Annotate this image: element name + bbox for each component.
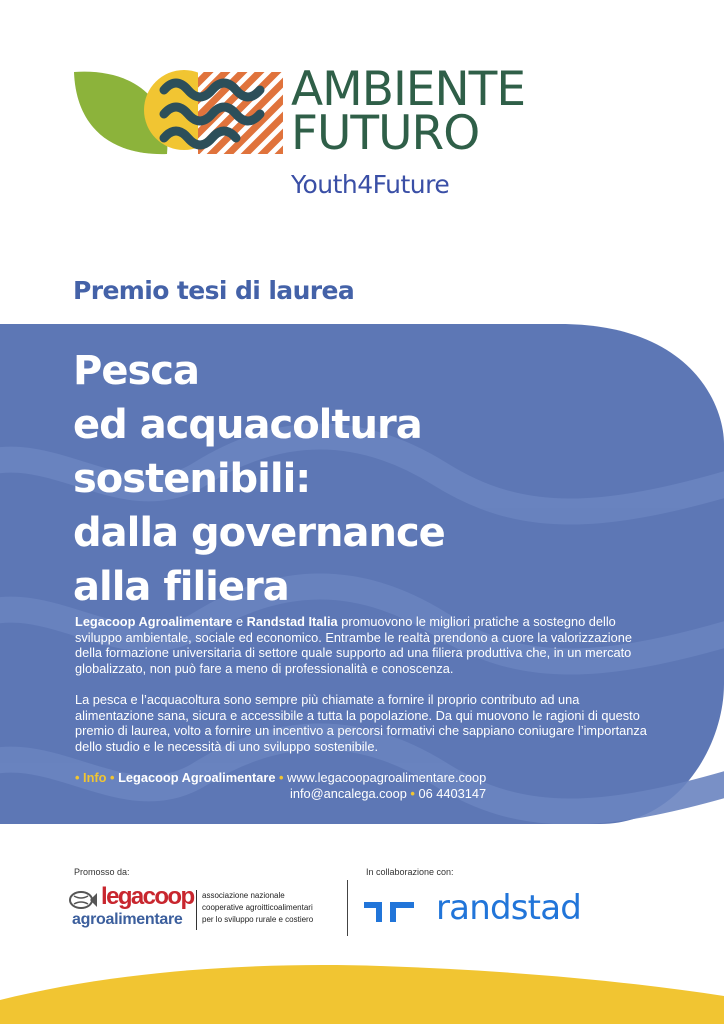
conjunction: e bbox=[232, 614, 247, 629]
title-line: dalla governance bbox=[73, 510, 445, 556]
logo-subtitle: Youth4Future bbox=[291, 170, 450, 199]
logo-title-line2: FUTURO bbox=[291, 106, 480, 161]
ambiente-futuro-logo bbox=[72, 62, 532, 199]
bottom-yellow-wave bbox=[0, 960, 724, 1024]
title-line: alla filiera bbox=[73, 564, 289, 610]
info-block: • Info • Legacoop Agroalimentare • www.legacoopagroalimentare.coop info@ancalega.coop • 06 4403147 bbox=[75, 770, 487, 801]
legacoop-logo bbox=[68, 884, 338, 936]
award-kicker: Premio tesi di laurea bbox=[73, 276, 355, 305]
title-line: Pesca bbox=[73, 348, 199, 394]
info-org: Legacoop Agroalimentare bbox=[118, 770, 276, 785]
second-paragraph: La pesca e l’acquacoltura sono sempre più chiamate a fornire il proprio contributo ad una alimentazione sana, sicura e accessibile a tutta la popolazione. Da qui muovono le ragioni di questo premio di laurea, volto a fornire un incentivo a percorsi formativi che sappiano coniugare l’importanza dello studio e le necessità di uno sviluppo sostenibile. bbox=[75, 692, 647, 754]
footer-divider bbox=[347, 880, 348, 936]
intro-text: promuovono le migliori pratiche a sostegno dello sviluppo ambientale, sociale ed economico. Entrambe le realtà prendono a cuore la valorizzazione della formazione universitaria di settore quale supporto ad una filiera produttiva che, in un mercato globalizzato, non può fare a meno di professionalità e conoscenza. bbox=[75, 614, 632, 676]
randstad-name: randstad bbox=[436, 888, 582, 928]
fish-icon bbox=[68, 887, 98, 913]
org-legacoop: Legacoop Agroalimentare bbox=[75, 614, 233, 629]
legacoop-desc-line: per lo sviluppo rurale e costiero bbox=[202, 915, 314, 924]
info-email[interactable]: info@ancalega.coop bbox=[290, 786, 407, 801]
info-website[interactable]: www.legacoopagroalimentare.coop bbox=[287, 770, 487, 785]
intro-paragraph bbox=[75, 614, 655, 676]
legacoop-desc-line: associazione nazionale bbox=[202, 891, 285, 900]
logo-title-line1: AMBIENTE bbox=[291, 62, 526, 117]
title-line: ed acquacoltura bbox=[73, 402, 422, 448]
promoted-by-label: Promosso da: bbox=[74, 867, 130, 877]
legacoop-divider bbox=[196, 890, 197, 930]
legacoop-subname: agroalimentare bbox=[72, 911, 183, 928]
legacoop-desc-line: cooperative agroitticoalimentari bbox=[202, 903, 313, 912]
collaboration-label: In collaborazione con: bbox=[366, 867, 454, 877]
info-phone: 06 4403147 bbox=[418, 786, 487, 801]
legacoop-name: legacoop bbox=[101, 883, 194, 910]
randstad-logo bbox=[364, 888, 604, 930]
randstad-mark-icon bbox=[364, 898, 414, 922]
logo-wordmark bbox=[291, 62, 526, 199]
info-label: Info bbox=[83, 770, 107, 785]
main-title bbox=[73, 344, 673, 614]
leaf-wave-logo-icon bbox=[72, 68, 287, 158]
org-randstad: Randstad Italia bbox=[246, 614, 338, 629]
title-line: sostenibili: bbox=[73, 456, 311, 502]
legacoop-description bbox=[202, 890, 313, 926]
